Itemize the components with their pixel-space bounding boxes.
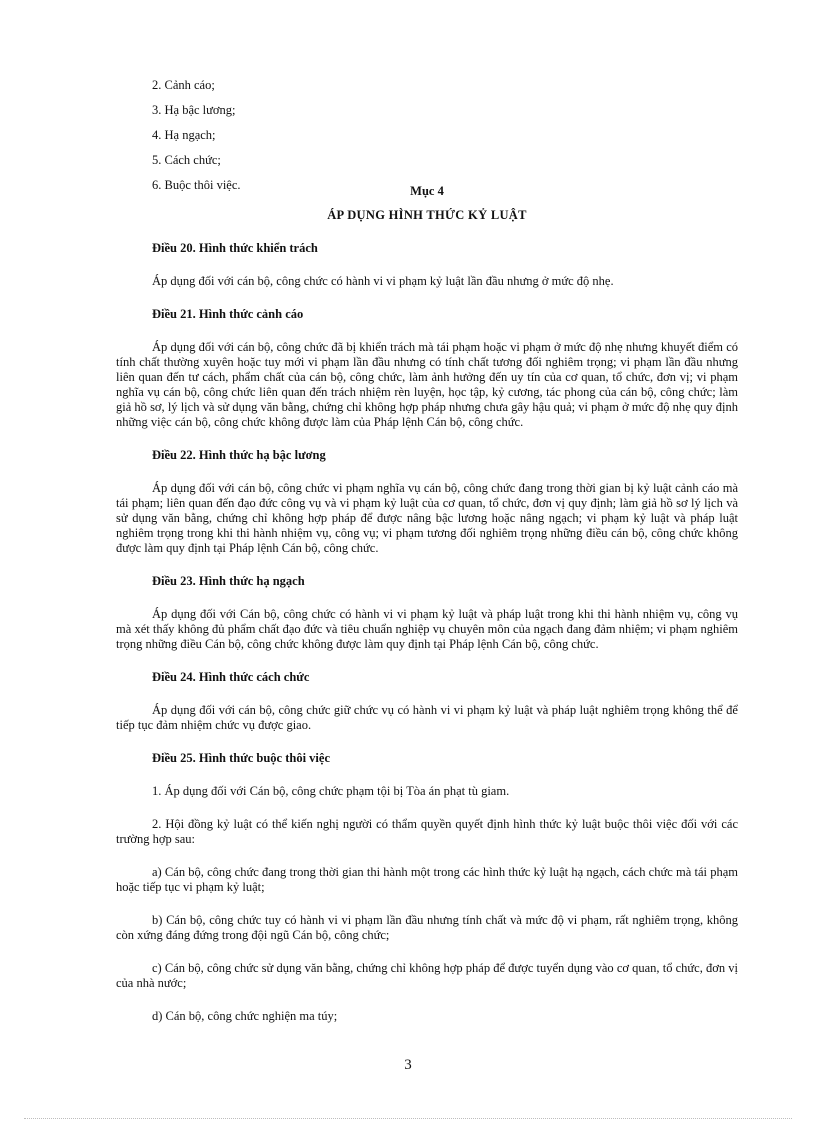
article-paragraph: Áp dụng đối với cán bộ, công chức vi phạm nghĩa vụ cán bộ, công chức đang trong thời gian bị kỷ luật cảnh cáo mà tái phạm; liên quan đến đạo đức công vụ và vi phạm kỷ luật của cơ quan, tổ chức, đơn vị quy định; làm giả hồ sơ lý lịch và sử dụng văn bằng, chứng chỉ không hợp pháp để được nâng bậc lương hoặc nâng ngạch; vi phạm kỷ luật và pháp luật nghiêm trọng trong khi thi hành nhiệm vụ, công vụ; vi phạm tương đối nghiêm trọng những điều cán bộ, công chức không được làm quy định tại Pháp lệnh Cán bộ, công chức.: [116, 481, 738, 555]
article-23: [116, 574, 738, 652]
section-number: Mục 4: [410, 184, 444, 198]
page-number: 3: [404, 1057, 412, 1073]
article-paragraph: a) Cán bộ, công chức đang trong thời gian thi hành một trong các hình thức kỷ luật hạ ngạch, cách chức mà tái phạm hoặc tiếp tục vi phạm kỷ luật;: [116, 865, 738, 894]
list-item: 2. Cảnh cáo;: [152, 78, 215, 92]
article-paragraph: Áp dụng đối với cán bộ, công chức giữ chức vụ có hành vi vi phạm kỷ luật và pháp luật nghiêm trọng không thể để tiếp tục đảm nhiệm chức vụ được giao.: [116, 703, 738, 732]
article-title: Điều 20. Hình thức khiển trách: [152, 241, 318, 255]
article-paragraph: b) Cán bộ, công chức tuy có hành vi vi phạm lần đầu nhưng tính chất và mức độ vi phạm, rất nghiêm trọng, không còn xứng đáng đứng trong đội ngũ Cán bộ, công chức;: [116, 913, 738, 942]
article-paragraph: d) Cán bộ, công chức nghiện ma túy;: [152, 1009, 338, 1023]
article-paragraph: c) Cán bộ, công chức sử dụng văn bằng, chứng chỉ không hợp pháp để được tuyển dụng vào cơ quan, tổ chức, đơn vị của nhà nước;: [116, 961, 738, 990]
list-item: 6. Buộc thôi việc.: [152, 178, 241, 192]
article-paragraph: 1. Áp dụng đối với Cán bộ, công chức phạm tội bị Tòa án phạt tù giam.: [152, 784, 510, 798]
article-title: Điều 24. Hình thức cách chức: [152, 670, 310, 684]
list-item: 3. Hạ bậc lương;: [152, 103, 236, 117]
article-title: Điều 21. Hình thức cảnh cáo: [152, 307, 304, 321]
article-paragraph: 2. Hội đồng kỷ luật có thể kiến nghị người có thẩm quyền quyết định hình thức kỷ luật buộc thôi việc đối với các trường hợp sau:: [116, 817, 738, 846]
article-title: Điều 22. Hình thức hạ bậc lương: [152, 448, 326, 462]
article-22: [116, 448, 738, 556]
article-21: [116, 307, 738, 430]
article-title: Điều 23. Hình thức hạ ngạch: [152, 574, 305, 588]
article-paragraph: Áp dụng đối với Cán bộ, công chức có hành vi vi phạm kỷ luật và pháp luật trong khi thi hành nhiệm vụ, công vụ mà xét thấy không đủ phẩm chất đạo đức và tiêu chuẩn nghiệp vụ chuyên môn của ngạch đang đảm nhiệm; vi phạm nghiêm trọng những điều Cán bộ, công chức không được làm quy định tại Pháp lệnh Cán bộ, công chức.: [116, 607, 738, 651]
section-title: ÁP DỤNG HÌNH THỨC KỶ LUẬT: [327, 208, 527, 222]
document-body: [116, 182, 738, 1042]
article-title: Điều 25. Hình thức buộc thôi việc: [152, 751, 330, 765]
article-20: [116, 241, 738, 289]
list-item: 4. Hạ ngạch;: [152, 128, 216, 142]
list-item: 5. Cách chức;: [152, 153, 221, 167]
page-bottom-divider: [24, 1118, 792, 1119]
article-24: [116, 670, 738, 733]
article-25: [116, 751, 738, 1024]
article-paragraph: Áp dụng đối với cán bộ, công chức đã bị khiển trách mà tái phạm hoặc vi phạm ở mức độ nhẹ nhưng khuyết điểm có tính chất thường xuyên hoặc tuy mới vi phạm lần đầu nhưng có tính chất tương đối nghiêm trọng; vi phạm lần đầu nhưng liên quan đến tư cách, phẩm chất của cán bộ, công chức, làm ảnh hưởng đến uy tín của cơ quan, tổ chức, đơn vị; vi phạm nghĩa vụ cán bộ, công chức liên quan đến trách nhiệm rèn luyện, học tập, kỷ cương, tác phong của cán bộ, công chức; làm giả hồ sơ, lý lịch và sử dụng văn bằng, chứng chỉ không hợp pháp nhưng chưa gây hậu quả; vi phạm ở mức độ nhẹ quy định những việc cán bộ, công chức không được làm của Pháp lệnh Cán bộ, công chức.: [116, 340, 738, 429]
article-paragraph: Áp dụng đối với cán bộ, công chức có hành vi vi phạm kỷ luật lần đầu nhưng ở mức độ nhẹ.: [152, 274, 614, 288]
